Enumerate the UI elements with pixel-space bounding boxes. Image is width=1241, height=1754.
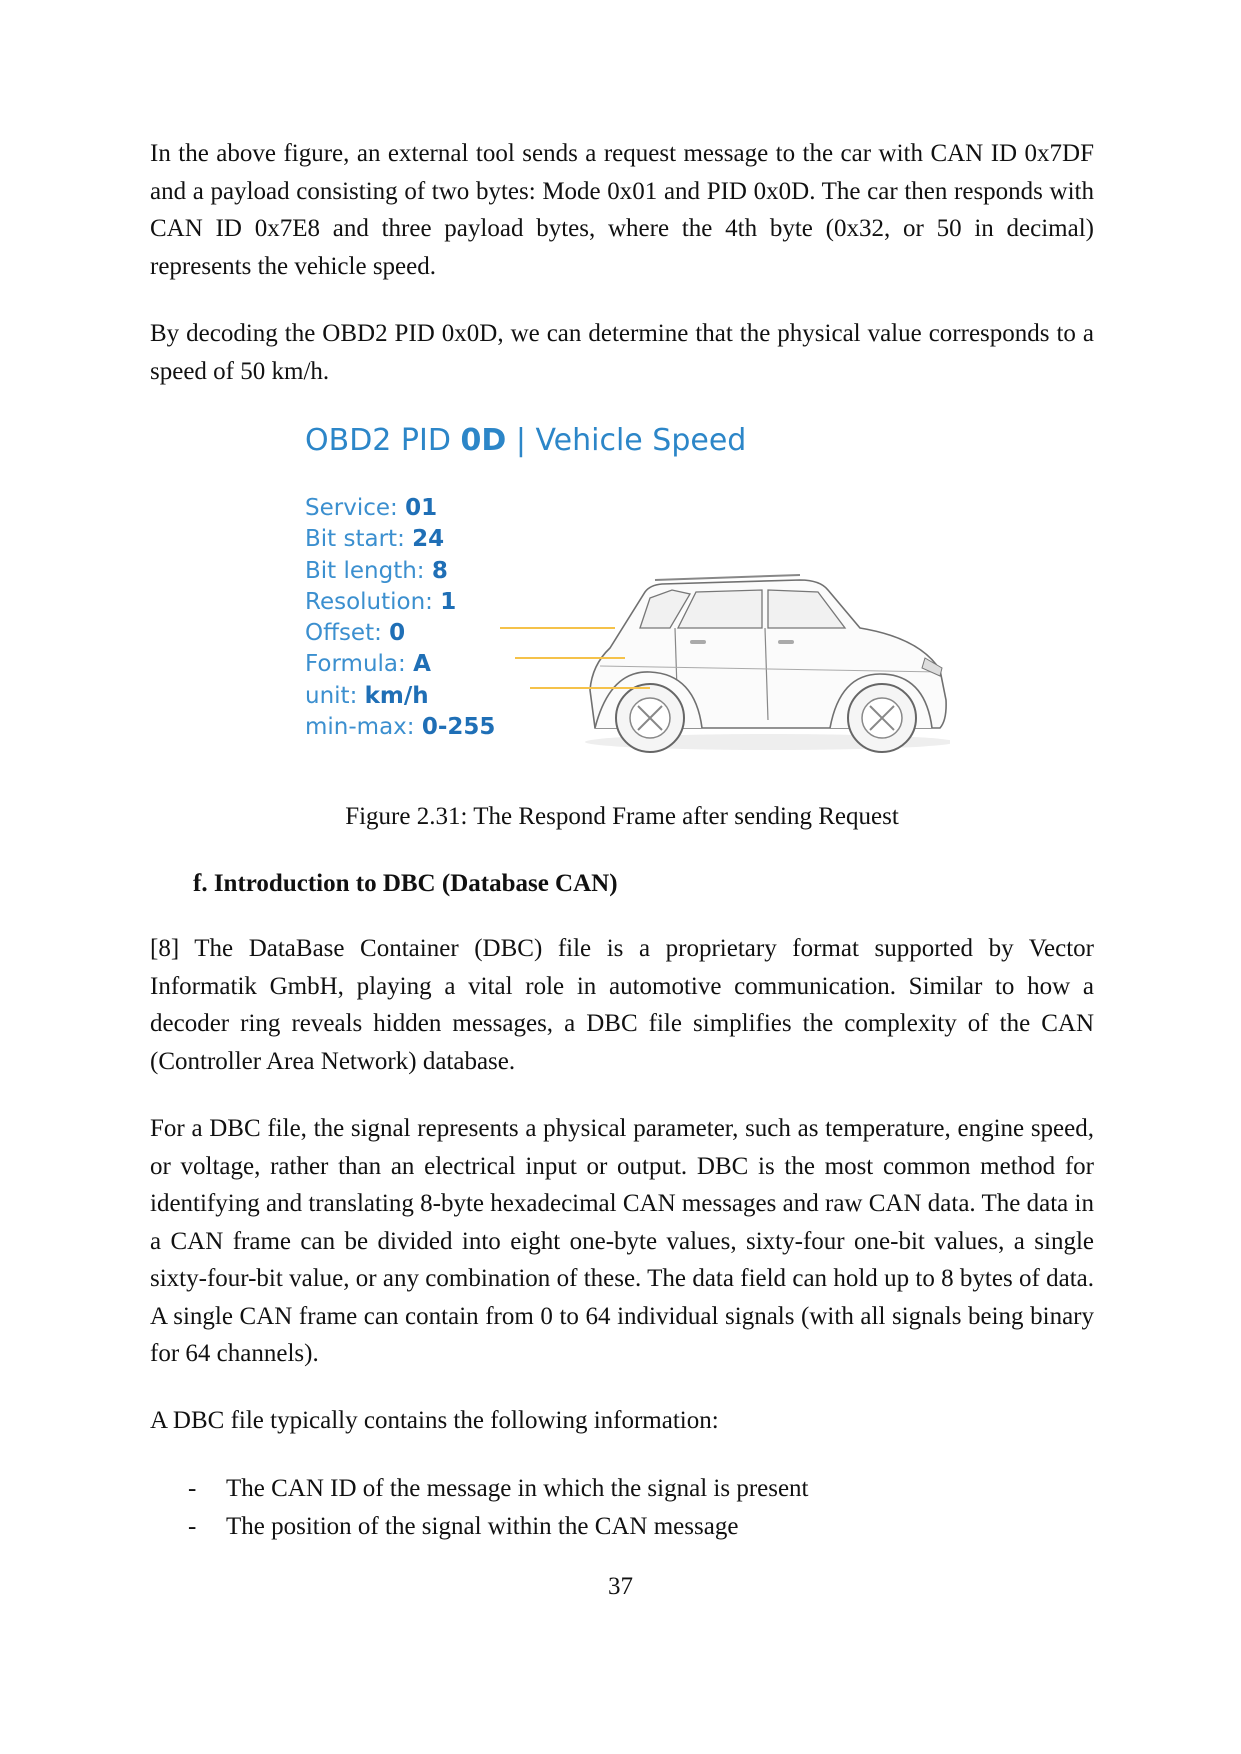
attribute-label: Resolution:	[305, 588, 441, 615]
attribute-label: Offset:	[305, 620, 390, 647]
pid-attribute-min-max	[305, 712, 495, 743]
page-number: 37	[608, 1573, 633, 1600]
paragraph-decoding-result: By decoding the OBD2 PID 0x0D, we can determine that the physical value corresponds to a speed of 50 km/h.	[150, 320, 1094, 385]
car-illustration-icon	[500, 570, 950, 760]
attribute-label: Formula:	[305, 651, 414, 678]
list-item	[188, 1470, 809, 1508]
pid-attribute-unit	[305, 681, 495, 712]
attribute-value: 24	[412, 526, 445, 553]
pid-attribute-formula	[305, 649, 495, 680]
attribute-label: unit:	[305, 682, 365, 709]
attribute-value: 8	[431, 557, 448, 584]
bullet-text: The position of the signal within the CAN message	[226, 1512, 739, 1540]
bullet-dash: -	[188, 1512, 197, 1540]
attribute-value: km/h	[364, 682, 429, 709]
figure-title	[305, 423, 746, 458]
attribute-value: A	[413, 651, 431, 678]
paragraph-dbc-contents: A DBC file typically contains the following information:	[150, 1407, 719, 1434]
attribute-label: Bit length:	[305, 557, 432, 584]
bullet-text: The CAN ID of the message in which the signal is present	[226, 1475, 809, 1502]
attribute-label: Bit start:	[305, 526, 413, 553]
attribute-value: 1	[440, 588, 457, 615]
paragraph-dbc-signals: For a DBC file, the signal represents a physical parameter, such as temperature, engine speed, or voltage, rather than an electrical input or output. DBC is the most common method for identifying and translating 8-byte hexadecimal CAN messages and raw CAN data. The data in a CAN frame can be divided into eight one-byte values, sixty-four one-bit values, a single sixty-four-bit value, or any combination of these. The data field can hold up to 8 bytes of data. A single CAN frame can contain from 0 to 64 individual signals (with all signals being binary for 64 channels).	[150, 1115, 1094, 1367]
figure-title-prefix: OBD2 PID	[305, 423, 461, 458]
paragraph-dbc-intro: [8] The DataBase Container (DBC) file is a proprietary format supported by Vector Informatik GmbH, playing a vital role in automotive communication. Similar to how a decoder ring reveals hidden messages, a DBC file simplifies the complexity of the CAN (Controller Area Network) database.	[150, 935, 1094, 1075]
obd2-pid-figure	[290, 415, 950, 760]
pid-attribute-bit-length	[305, 556, 495, 587]
figure-title-pid: 0D	[460, 423, 507, 458]
attribute-value: 0-255	[421, 714, 496, 741]
section-heading: f. Introduction to DBC (Database CAN)	[193, 870, 618, 897]
attribute-label: min-max:	[305, 714, 422, 741]
figure-caption: Figure 2.31: The Respond Frame after sending Request	[345, 803, 899, 830]
pid-attributes-list	[305, 493, 495, 743]
figure-title-suffix: | Vehicle Speed	[506, 423, 747, 458]
paragraph-request-explanation: In the above figure, an external tool sends a request message to the car with CAN ID 0x7DF and a payload consisting of two bytes: Mode 0x01 and PID 0x0D. The car then responds with CAN ID 0x7E8 and three payload bytes, where the 4th byte (0x32, or 50 in decimal) represents the vehicle speed.	[150, 140, 1094, 280]
pid-attribute-service	[305, 493, 495, 524]
attribute-value: 0	[389, 620, 406, 647]
list-item	[188, 1508, 809, 1546]
attribute-label: Service:	[305, 495, 406, 521]
dbc-info-list	[188, 1470, 809, 1545]
bullet-dash: -	[188, 1475, 197, 1502]
pid-attribute-resolution	[305, 587, 495, 618]
pid-attribute-offset	[305, 618, 495, 649]
attribute-value: 01	[405, 495, 438, 521]
pid-attribute-bit-start	[305, 524, 495, 555]
